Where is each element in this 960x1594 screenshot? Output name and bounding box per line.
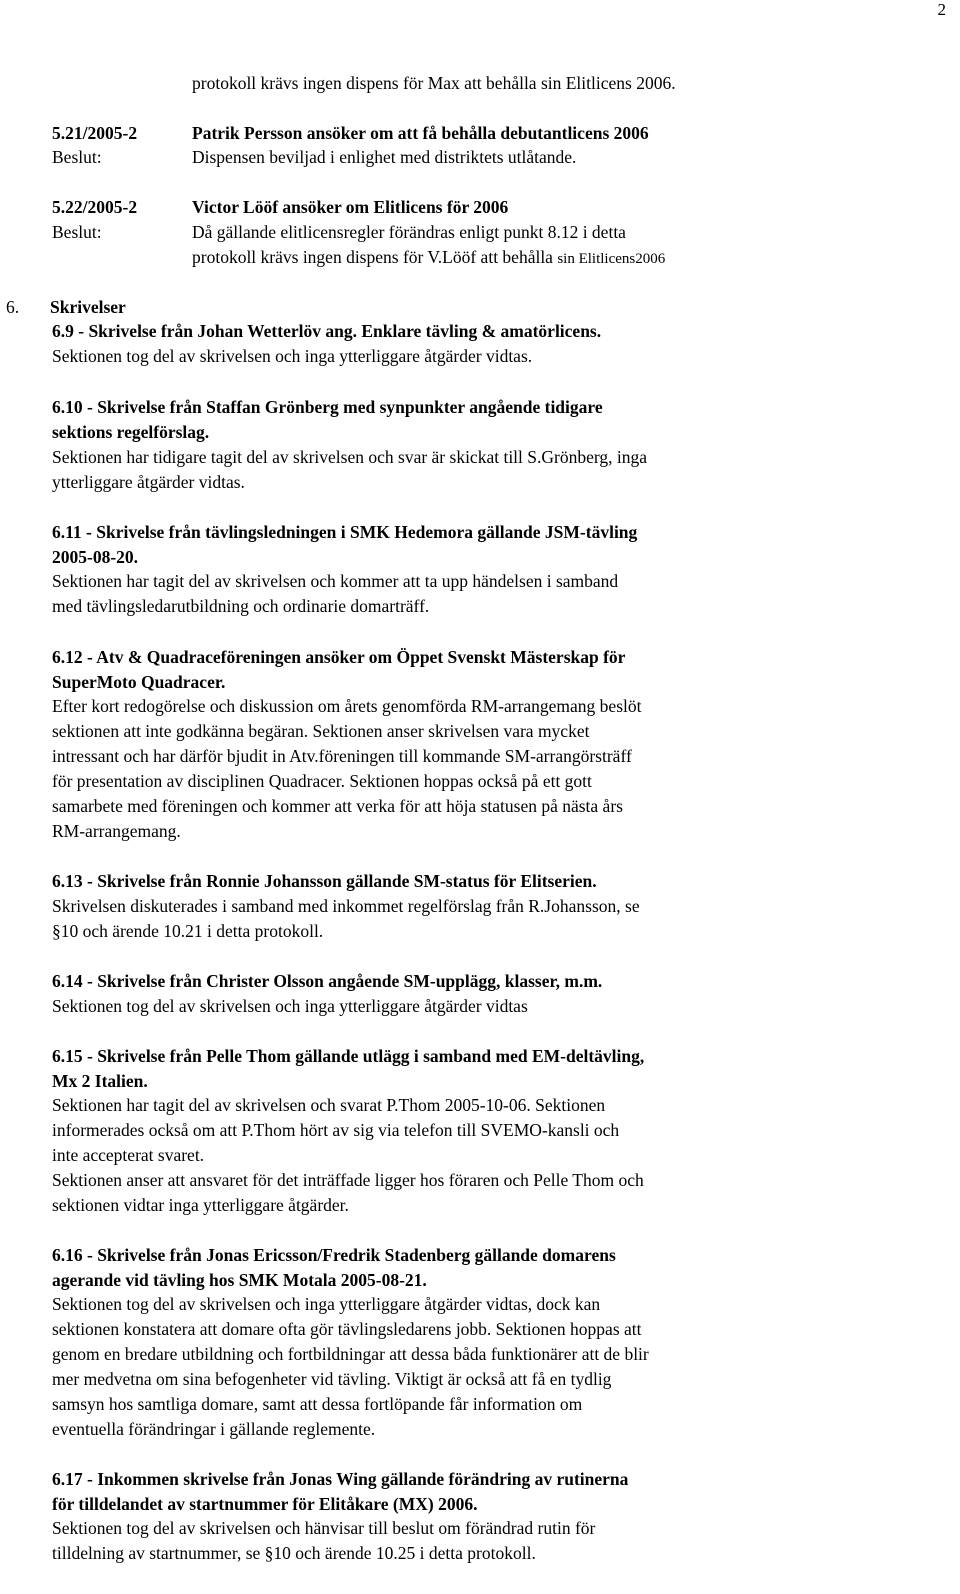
- item-6-10-body: ytterliggare åtgärder vidtas.: [52, 472, 245, 492]
- section-title: Skrivelser: [50, 297, 126, 317]
- item-6-12-title: SuperMoto Quadracer.: [52, 672, 226, 692]
- item-6-16-title: 6.16 - Skrivelse från Jonas Ericsson/Fredrik Stadenberg gällande domarens: [52, 1245, 616, 1265]
- item-number: 5.22/2005-2: [52, 197, 138, 217]
- item-6-14-title: 6.14 - Skrivelse från Christer Olsson angående SM-upplägg, klasser, m.m.: [52, 971, 603, 991]
- item-5-22-decision: [52, 221, 626, 243]
- item-6-15-body: Sektionen anser att ansvaret för det inträffade ligger hos föraren och Pelle Thom och: [52, 1170, 644, 1190]
- item-6-12-body: för presentation av disciplinen Quadracer. Sektionen hoppas också på ett gott: [52, 771, 592, 791]
- item-6-10-title: 6.10 - Skrivelse från Staffan Grönberg med synpunkter angående tidigare: [52, 397, 603, 417]
- section-number: 6.: [6, 297, 20, 317]
- item-6-17-body: Sektionen tog del av skrivelsen och hänvisar till beslut om förändrad rutin för: [52, 1518, 596, 1538]
- item-6-13-body: Skrivelsen diskuterades i samband med inkommet regelförslag från R.Johansson, se: [52, 896, 640, 916]
- item-6-17-body: tilldelning av startnummer, se §10 och ärende 10.25 i detta protokoll.: [52, 1543, 536, 1563]
- decision-label: Beslut:: [52, 222, 102, 242]
- item-5-21-decision: [52, 146, 576, 168]
- item-6-15-body: sektionen vidtar inga ytterliggare åtgärder.: [52, 1195, 349, 1215]
- item-6-14-body: Sektionen tog del av skrivelsen och inga ytterliggare åtgärder vidtas: [52, 996, 528, 1016]
- decision-text-cont: protokoll krävs ingen dispens för V.Lööf att behålla: [192, 247, 558, 267]
- decision-label: Beslut:: [52, 147, 102, 167]
- item-6-16-body: samsyn hos samtliga domare, samt att dessa fortlöpande får information om: [52, 1394, 583, 1414]
- item-6-15-body: informerades också om att P.Thom hört av sig via telefon till SVEMO-kansli och: [52, 1120, 620, 1140]
- item-6-12-body: RM-arrangemang.: [52, 821, 181, 841]
- item-6-16-body: mer medvetna om sina befogenheter vid tävling. Viktigt är också att få en tydlig: [52, 1369, 612, 1389]
- item-6-11-body: Sektionen har tagit del av skrivelsen och kommer att ta upp händelsen i samband: [52, 571, 619, 591]
- item-6-10-title: sektions regelförslag.: [52, 422, 210, 442]
- item-5-21-header: [52, 122, 649, 144]
- intro-line: protokoll krävs ingen dispens för Max att behålla sin Elitlicens 2006.: [192, 73, 676, 93]
- decision-text: Då gällande elitlicensregler förändras enligt punkt 8.12 i detta: [192, 222, 626, 242]
- item-6-13-title: 6.13 - Skrivelse från Ronnie Johansson gällande SM-status för Elitserien.: [52, 871, 597, 891]
- decision-text-small: sin Elitlicens2006: [557, 251, 666, 267]
- item-6-11-title: 2005-08-20.: [52, 547, 139, 567]
- item-6-17-title: 6.17 - Inkommen skrivelse från Jonas Wing gällande förändring av rutinerna: [52, 1469, 629, 1489]
- item-6-15-body: Sektionen har tagit del av skrivelsen och svarat P.Thom 2005-10-06. Sektionen: [52, 1095, 606, 1115]
- section-6-heading: [6, 296, 126, 318]
- item-6-9-title: 6.9 - Skrivelse från Johan Wetterlöv ang. Enklare tävling & amatörlicens.: [52, 321, 602, 341]
- item-6-15-title: 6.15 - Skrivelse från Pelle Thom gällande utlägg i samband med EM-deltävling,: [52, 1046, 645, 1066]
- item-6-10-body: Sektionen har tidigare tagit del av skrivelsen och svar är skickat till S.Grönberg, inga: [52, 447, 648, 467]
- item-6-11-body: med tävlingsledarutbildning och ordinarie domarträff.: [52, 596, 430, 616]
- item-6-15-body: inte accepterat svaret.: [52, 1145, 205, 1165]
- item-6-12-body: sektionen att inte godkänna begäran. Sektionen anser skrivelsen vara mycket: [52, 721, 590, 741]
- page-number: 2: [937, 0, 946, 19]
- decision-text: Dispensen beviljad i enlighet med distriktets utlåtande.: [192, 147, 577, 167]
- item-title: Victor Lööf ansöker om Elitlicens för 2006: [192, 197, 509, 217]
- item-6-16-body: genom en bredare utbildning och fortbildningar att dessa båda funktionärer att de blir: [52, 1344, 649, 1364]
- item-5-22-header: [52, 196, 508, 218]
- item-6-13-body: §10 och ärende 10.21 i detta protokoll.: [52, 921, 324, 941]
- item-6-12-body: samarbete med föreningen och kommer att verka för att höja statusen på nästa års: [52, 796, 623, 816]
- item-6-15-title: Mx 2 Italien.: [52, 1071, 148, 1091]
- item-6-17-title: för tilldelandet av startnummer för Elitåkare (MX) 2006.: [52, 1494, 478, 1514]
- item-6-16-body: eventuella förändringar i gällande reglemente.: [52, 1419, 376, 1439]
- item-5-22-decision-cont: [192, 246, 665, 270]
- item-6-11-title: 6.11 - Skrivelse från tävlingsledningen i SMK Hedemora gällande JSM-tävling: [52, 522, 638, 542]
- item-6-9-body: Sektionen tog del av skrivelsen och inga ytterliggare åtgärder vidtas.: [52, 346, 533, 366]
- item-title: Patrik Persson ansöker om att få behålla debutantlicens 2006: [192, 123, 649, 143]
- item-6-16-body: sektionen konstatera att domare ofta gör tävlingsledarens jobb. Sektionen hoppas att: [52, 1319, 642, 1339]
- item-6-16-body: Sektionen tog del av skrivelsen och inga ytterliggare åtgärder vidtas, dock kan: [52, 1294, 601, 1314]
- item-6-12-body: Efter kort redogörelse och diskussion om årets genomförda RM-arrangemang beslöt: [52, 696, 642, 716]
- item-6-12-title: 6.12 - Atv & Quadraceföreningen ansöker om Öppet Svenskt Mästerskap för: [52, 647, 626, 667]
- item-number: 5.21/2005-2: [52, 123, 138, 143]
- item-6-16-title: agerande vid tävling hos SMK Motala 2005-08-21.: [52, 1270, 427, 1290]
- item-6-12-body: intressant och har därför bjudit in Atv.föreningen till kommande SM-arrangörsträff: [52, 746, 632, 766]
